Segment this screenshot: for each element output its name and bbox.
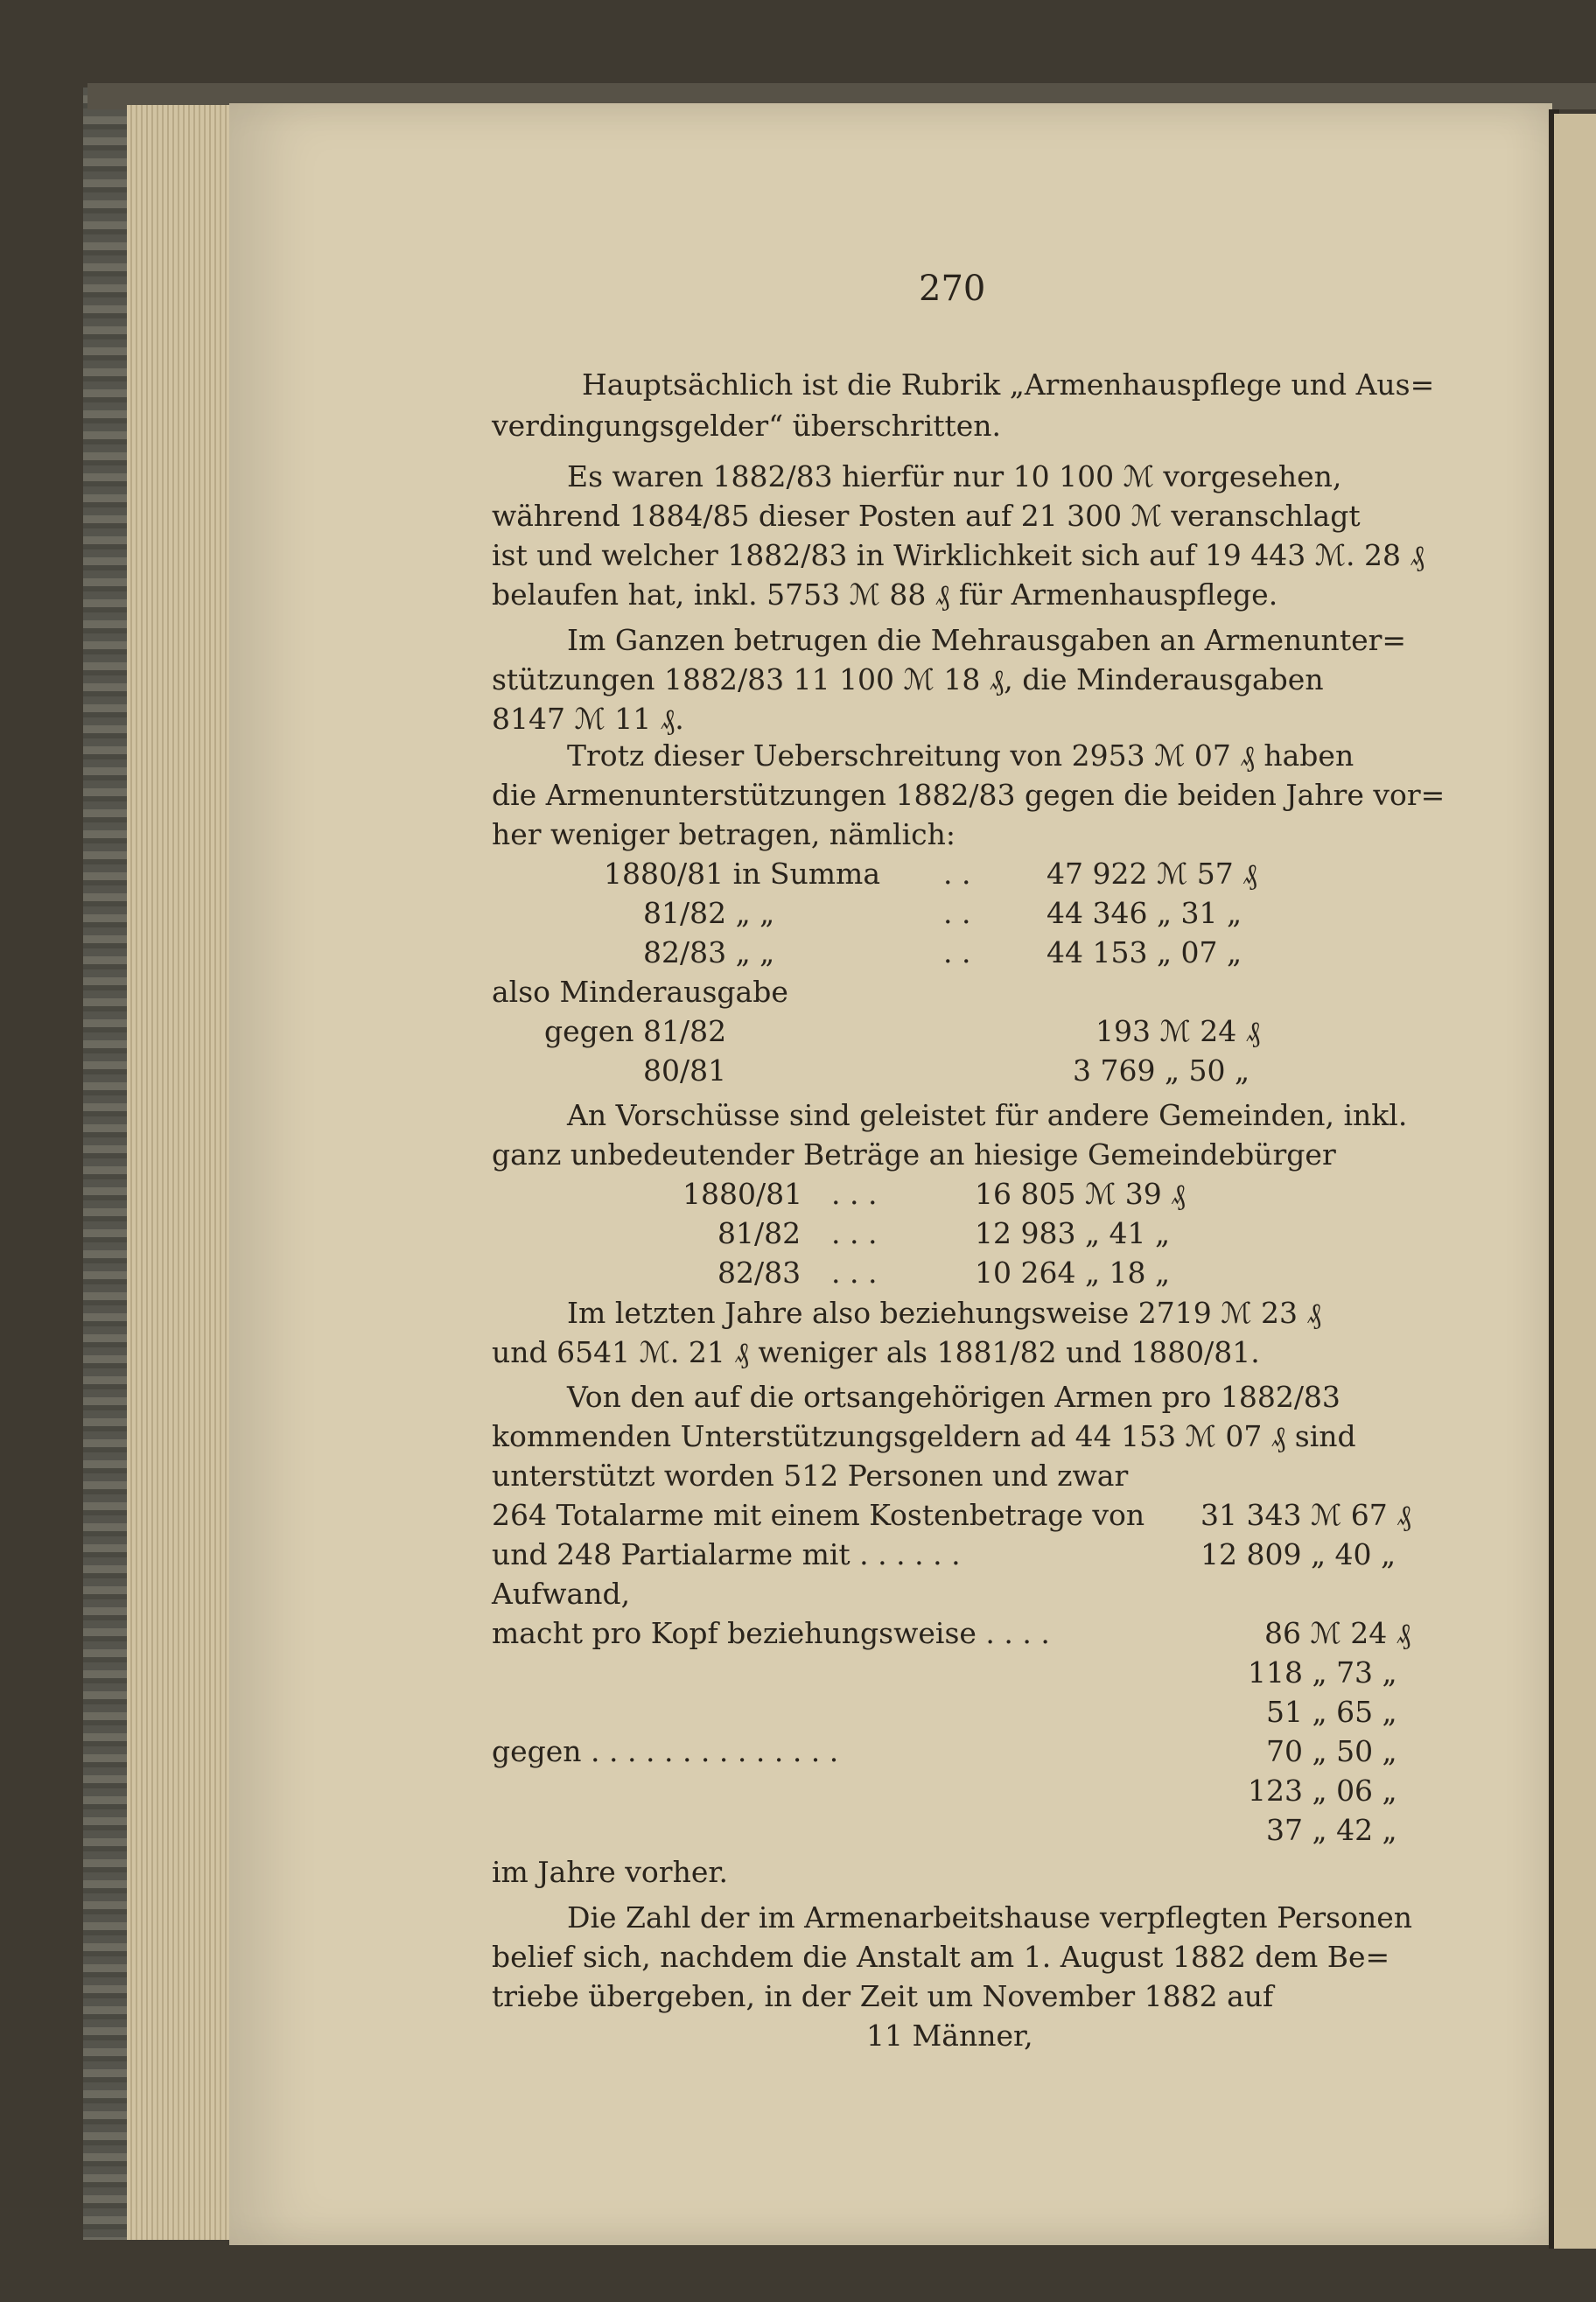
text-line: belaufen hat, inkl. 5753 ℳ 88 ₰ für Armenhauspflege.	[492, 577, 1278, 612]
text-line: her weniger betragen, nämlich:	[492, 817, 956, 851]
text-line: triebe übergeben, in der Zeit um November 1882 auf	[492, 1979, 1274, 2013]
text-line: Hauptsächlich ist die Rubrik „Armenhauspflege und Aus=	[582, 367, 1435, 402]
page-number: 270	[919, 269, 986, 309]
text-line: und 6541 ℳ. 21 ₰ weniger als 1881/82 und 1880/81.	[492, 1335, 1260, 1369]
table-amount: 16 805 ℳ 39 ₰	[975, 1177, 1186, 1211]
text-line: ganz unbedeutender Beträge an hiesige Gemeindebürger	[492, 1137, 1336, 1172]
text-line: 11 Männer,	[866, 2019, 1033, 2053]
table-dots: . . .	[831, 1216, 878, 1250]
table-year: gegen 81/82	[544, 1014, 727, 1048]
text-line: also Minderausgabe	[492, 975, 788, 1009]
text-line: verdingungsgelder“ überschritten.	[492, 409, 1002, 443]
table-year: 81/82	[718, 1216, 802, 1250]
text-line: kommenden Unterstützungsgeldern ad 44 153 ℳ 07 ₰ sind	[492, 1419, 1356, 1453]
text-line: stützungen 1882/83 11 100 ℳ 18 ₰, die Minderausgaben	[492, 662, 1324, 696]
text-line: Von den auf die ortsangehörigen Armen pro 1882/83	[567, 1380, 1340, 1414]
table-amount: 47 922 ℳ 57 ₰	[1046, 857, 1257, 891]
table-amount: 44 153 „ 07 „	[1046, 935, 1242, 969]
text-line: im Jahre vorher.	[492, 1855, 728, 1889]
gegen-value: 37 „ 42 „	[1266, 1813, 1397, 1847]
table-dots: . .	[943, 935, 971, 969]
text-line: belief sich, nachdem die Anstalt am 1. August 1882 dem Be=	[492, 1940, 1390, 1974]
text-line: Trotz dieser Ueberschreitung von 2953 ℳ 07 ₰ haben	[567, 738, 1354, 773]
text-line: 8147 ℳ 11 ₰.	[492, 702, 684, 736]
text-line: ist und welcher 1882/83 in Wirklichkeit sich auf 19 443 ℳ. 28 ₰	[492, 538, 1424, 572]
table-amount: 3 769 „ 50 „	[1073, 1053, 1250, 1088]
text-line: Es waren 1882/83 hierfür nur 10 100 ℳ vorgesehen,	[567, 459, 1342, 493]
text-line: unterstützt worden 512 Personen und zwar	[492, 1459, 1129, 1493]
persons-amount: 12 809 „ 40 „	[1200, 1537, 1396, 1571]
table-dots: . .	[943, 896, 971, 930]
table-year: 81/82 „ „	[643, 896, 775, 930]
table-year: 82/83 „ „	[643, 935, 775, 969]
table-amount: 193 ℳ 24 ₰	[1096, 1014, 1261, 1048]
kopf-label: macht pro Kopf beziehungsweise . . . .	[492, 1616, 1050, 1650]
table-dots: . . .	[831, 1256, 878, 1290]
table-dots: . . .	[831, 1177, 878, 1211]
persons-label: 264 Totalarme mit einem Kostenbetrage von	[492, 1498, 1145, 1532]
kopf-value: 86 ℳ 24 ₰	[1264, 1616, 1411, 1650]
text-line: An Vorschüsse sind geleistet für andere Gemeinden, inkl.	[567, 1098, 1408, 1132]
text-line: während 1884/85 dieser Posten auf 21 300 ℳ veranschlagt	[492, 499, 1361, 533]
gegen-label: gegen . . . . . . . . . . . . . .	[492, 1734, 839, 1768]
kopf-value: 118 „ 73 „	[1248, 1655, 1397, 1690]
persons-amount: 31 343 ℳ 67 ₰	[1200, 1498, 1411, 1532]
text-line: Aufwand,	[492, 1577, 631, 1611]
table-year: 80/81	[643, 1053, 727, 1088]
persons-label: und 248 Partialarme mit . . . . . .	[492, 1537, 961, 1571]
gegen-value: 70 „ 50 „	[1266, 1734, 1397, 1768]
table-year: 1880/81 in Summa	[604, 857, 880, 891]
text-line: Im Ganzen betrugen die Mehrausgaben an Armenunter=	[567, 623, 1407, 657]
text-line: die Armenunterstützungen 1882/83 gegen die beiden Jahre vor=	[492, 778, 1446, 812]
facing-page-edge	[1554, 114, 1596, 2249]
gegen-value: 123 „ 06 „	[1248, 1774, 1397, 1808]
table-amount: 44 346 „ 31 „	[1046, 896, 1242, 930]
table-amount: 10 264 „ 18 „	[975, 1256, 1171, 1290]
table-year: 82/83	[718, 1256, 802, 1290]
page-edges	[127, 105, 232, 2240]
table-dots: . .	[943, 857, 971, 891]
text-line: Die Zahl der im Armenarbeitshause verpflegten Personen	[567, 1900, 1412, 1935]
text-line: Im letzten Jahre also beziehungsweise 2719 ℳ 23 ₰	[567, 1296, 1322, 1330]
kopf-value: 51 „ 65 „	[1266, 1695, 1397, 1729]
table-amount: 12 983 „ 41 „	[975, 1216, 1171, 1250]
table-year: 1880/81	[682, 1177, 803, 1211]
